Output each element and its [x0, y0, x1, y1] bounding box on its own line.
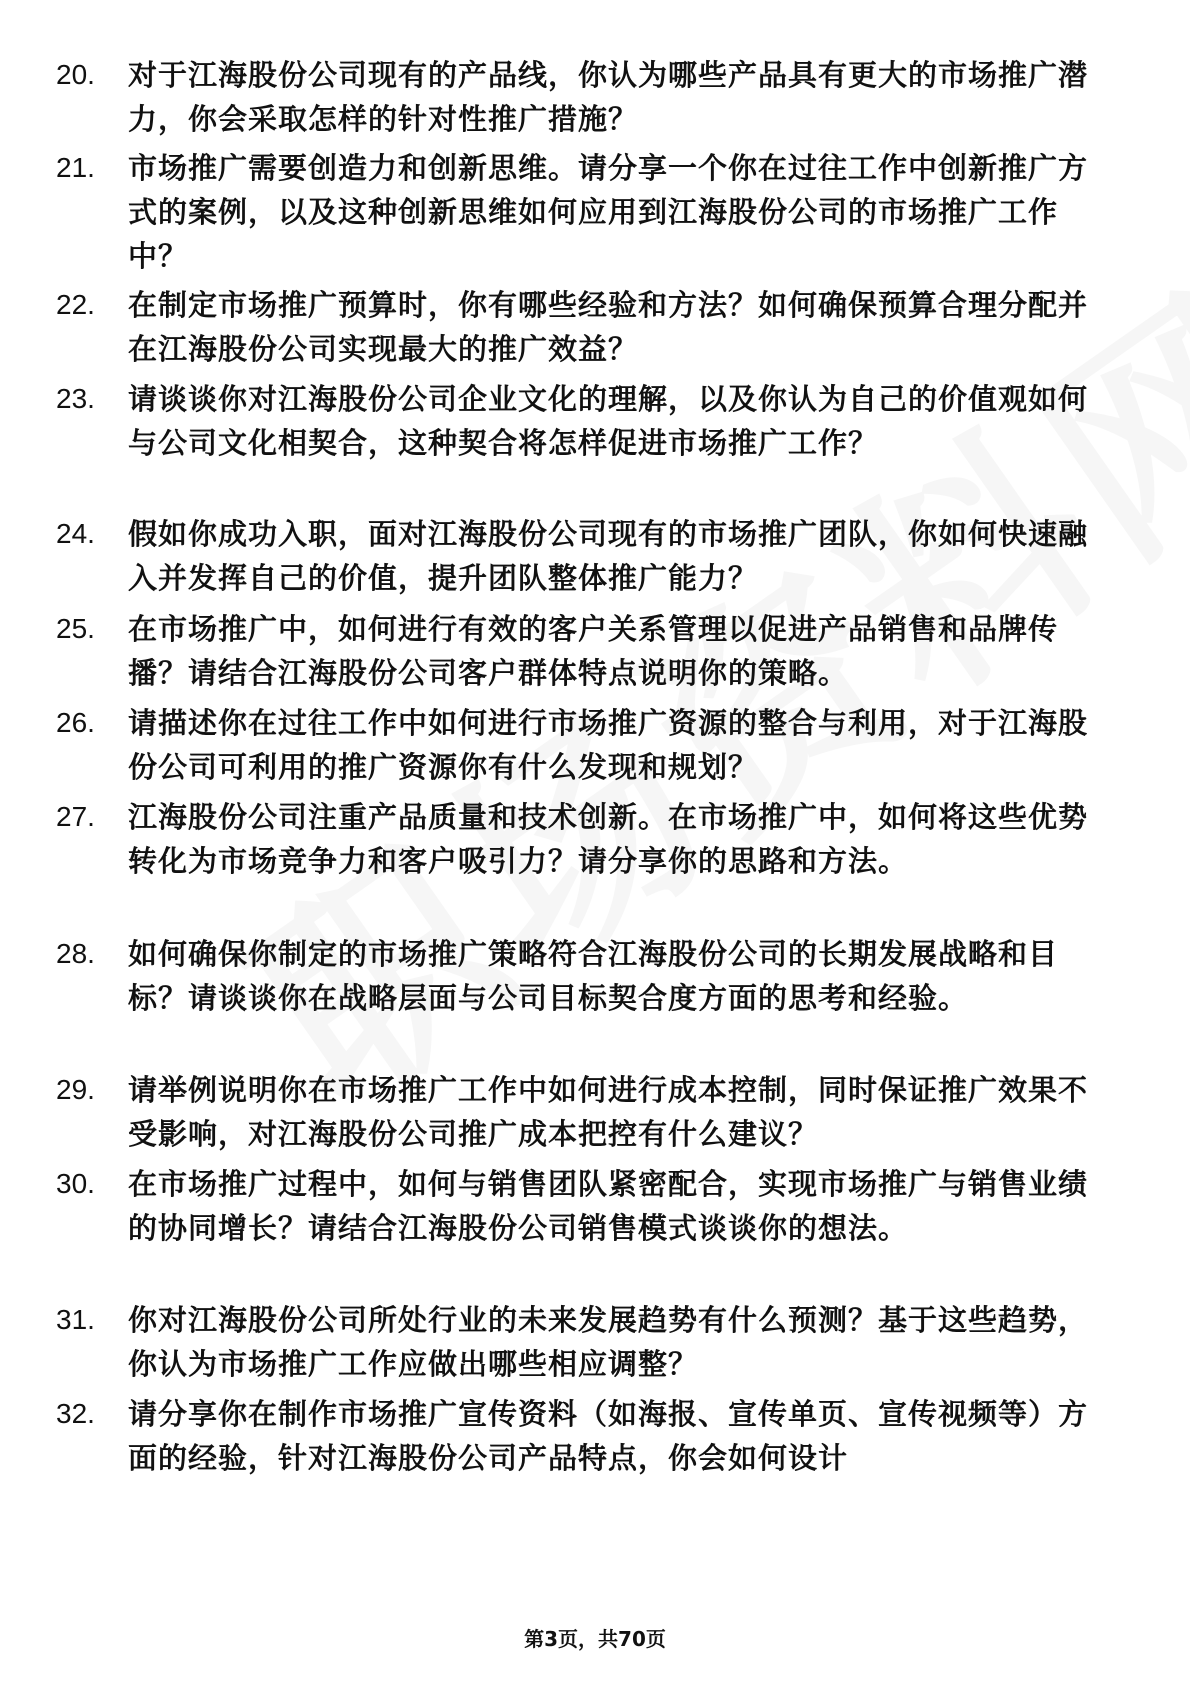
question-number: 25. [56, 613, 95, 644]
question-number: 26. [56, 707, 95, 738]
question-number: 28. [56, 938, 95, 969]
question-text: 市场推广需要创造力和创新思维。请分享一个你在过往工作中创新推广方式的案例，以及这种创新思维如何应用到江海股份公司的市场推广工作中？ [128, 151, 1089, 273]
question-number: 32. [56, 1398, 95, 1429]
question-number: 24. [56, 518, 95, 549]
question-text: 在市场推广中，如何进行有效的客户关系管理以促进产品销售和品牌传播？请结合江海股份公司客户群体特点说明你的策略。 [128, 612, 1059, 690]
page-footer: 第3页，共70页 [524, 1627, 666, 1651]
question-text: 江海股份公司注重产品质量和技术创新。在市场推广中，如何将这些优势转化为市场竞争力和客户吸引力？请分享你的思路和方法。 [128, 800, 1089, 878]
question-text: 对于江海股份公司现有的产品线，你认为哪些产品具有更大的市场推广潜力，你会采取怎样的针对性推广措施？ [128, 58, 1089, 136]
question-number: 21. [56, 152, 95, 183]
question-text: 请分享你在制作市场推广宣传资料（如海报、宣传单页、宣传视频等）方面的经验，针对江海股份公司产品特点，你会如何设计 [128, 1397, 1089, 1475]
question-text: 请举例说明你在市场推广工作中如何进行成本控制，同时保证推广效果不受影响，对江海股份公司推广成本把控有什么建议？ [128, 1073, 1089, 1151]
question-number: 23. [56, 383, 95, 414]
question-text: 请描述你在过往工作中如何进行市场推广资源的整合与利用，对于江海股份公司可利用的推广资源你有什么发现和规划？ [128, 706, 1089, 784]
question-text: 在市场推广过程中，如何与销售团队紧密配合，实现市场推广与销售业绩的协同增长？请结合江海股份公司销售模式谈谈你的想法。 [128, 1167, 1089, 1245]
question-text: 请谈谈你对江海股份公司企业文化的理解，以及你认为自己的价值观如何与公司文化相契合，这种契合将怎样促进市场推广工作？ [128, 382, 1089, 460]
question-text: 如何确保你制定的市场推广策略符合江海股份公司的长期发展战略和目标？请谈谈你在战略层面与公司目标契合度方面的思考和经验。 [128, 937, 1059, 1015]
question-text: 你对江海股份公司所处行业的未来发展趋势有什么预测？基于这些趋势，你认为市场推广工作应做出哪些相应调整？ [128, 1303, 1089, 1381]
question-number: 31. [56, 1304, 95, 1335]
question-text: 假如你成功入职，面对江海股份公司现有的市场推广团队，你如何快速融入并发挥自己的价值，提升团队整体推广能力？ [128, 517, 1089, 595]
question-number: 29. [56, 1074, 95, 1105]
question-number: 20. [56, 59, 95, 90]
question-number: 27. [56, 801, 95, 832]
question-number: 22. [56, 289, 95, 320]
question-number: 30. [56, 1168, 95, 1199]
question-text: 在制定市场推广预算时，你有哪些经验和方法？如何确保预算合理分配并在江海股份公司实现最大的推广效益？ [128, 288, 1089, 366]
